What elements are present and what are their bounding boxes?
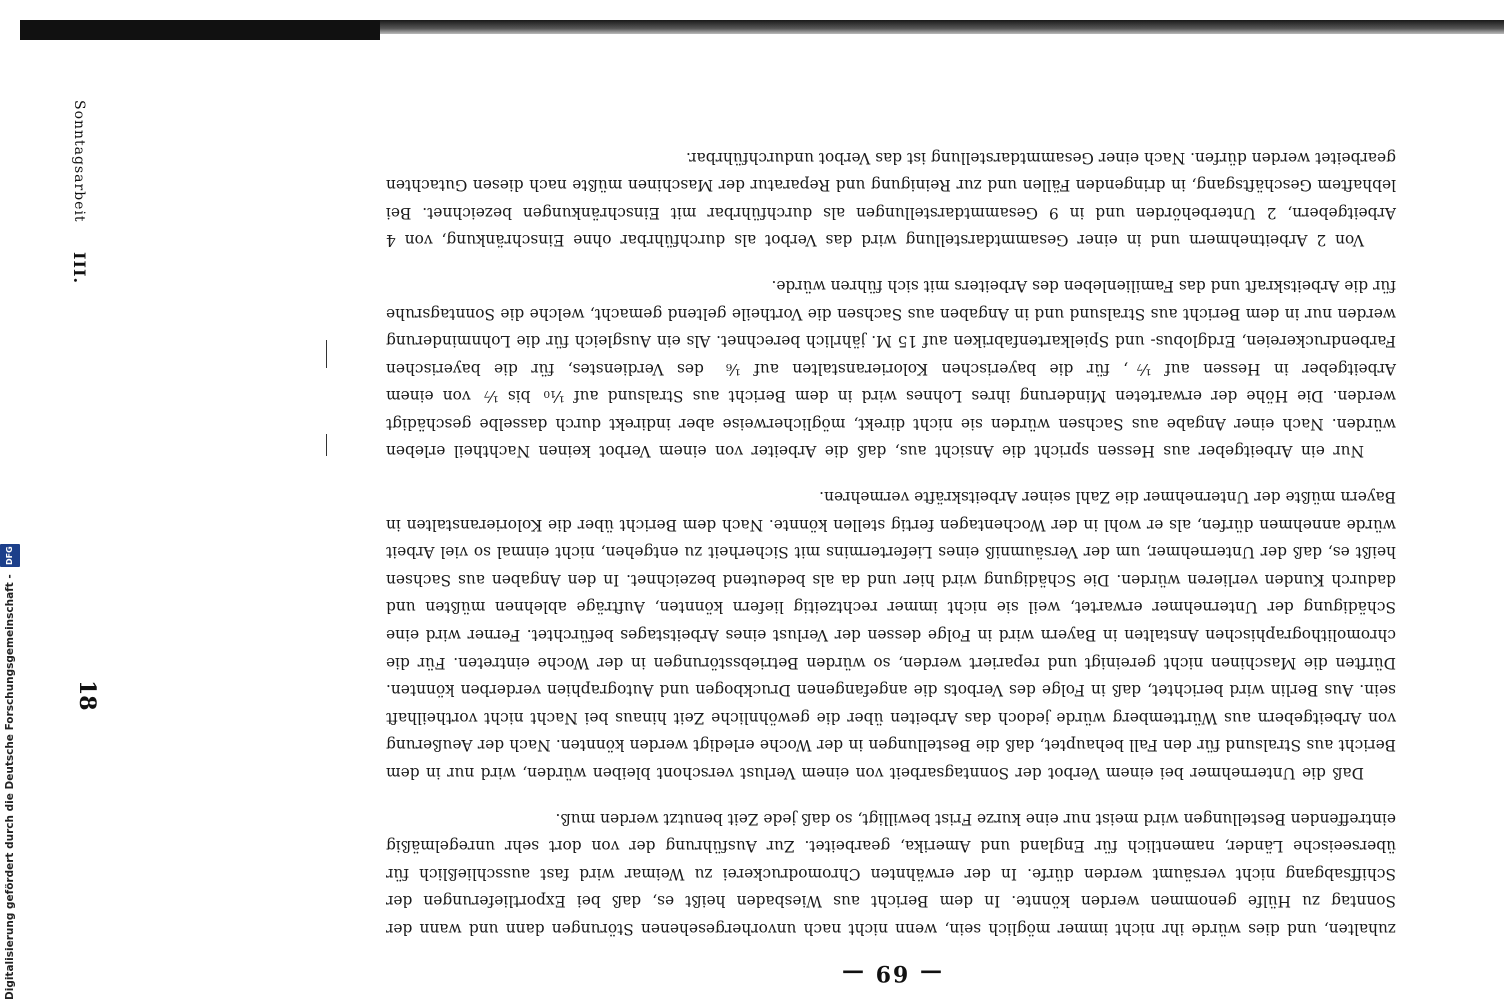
paragraph-2: Nur ein Arbeitgeber aus Hessen spricht die Ansicht aus, daß die Arbeiter von einem Verbot keinen Nachtheil erleben würden. Nach einer Angabe aus Sachsen würden sie nicht direkt, möglicherweise aber indirekt durch dasselbe geschädigt werden. Die Höhe der erwarteten Minderung ihres Lohnes wird in dem Bericht aus Stralsund auf ⅒ bis ⅐ von einem Arbeitgeber in Hessen auf ⅐, für die bayerischen Kolorieranstalten auf ⅙ des Verdienstes, für die bayerischen Farbendruckereien, Erdglobus- und Spielkartenfabriken auf 15 M. jährlich berechnet. Als ein Ausgleich für die Lohnminderung werden nur in dem Bericht aus Stralsund und in Angaben aus Sachsen die Vortheile geltend gemacht, welche die Sonntagsruhe für die Arbeitskraft und das Familienleben des Arbeiters mit sich führen würde. — [386, 276, 1396, 461]
running-title-text: Sonntagsarbeit — [71, 100, 87, 223]
volume-number: III. — [70, 252, 89, 285]
credit-text: Digitalisierung gefördert durch die Deutsche Forschungsgemeinschaft - — [4, 574, 16, 1000]
paragraph-0: zuhalten, und dies würde ihr nicht immer möglich sein, wenn nicht nach unvorhergesehenen Störungen dann und wann der Sonntag zu Hülfe genommen werden könnte. In dem Bericht aus Wiesbaden heißt es, daß bei Exportlieferungen der Schiffsabgang nicht versäumt werden dürfe. In der erwähnten Chromodruckerei zu Weimar wird fast ausschließlich für überseeische Länder, namentlich für England und Amerika, gearbeitet. Zur Ausführung der von dort sehr unregelmäßig eintreffenden Bestellungen wird meist nur eine kurze Frist bewilligt, so daß jede Zeit benutzt werden muß. — [386, 809, 1396, 938]
book-page — [376, 40, 1406, 1000]
scan-mark — [326, 340, 327, 368]
paragraph-3: Von 2 Arbeitnehmern und in einer Gesammtdarstellung wird das Verbot als durchführbar ohne Einschränkung, von 4 Arbeitgebern, 2 Unterbehörden und in 9 Gesammtdarstellungen als durchführbar mit Einschränkungen bezeichnet. Bei lebhaftem Geschäftsgang, in dringenden Fällen und zur Reinigung und Reparatur der Maschinen müßte nach diesen Gutachten gearbeitet werden dürfen. Nach einer Gesammtdarstellung ist das Verbot undurchführbar. — [386, 148, 1396, 250]
scan-top-edge-dark — [20, 20, 380, 40]
page-number: — 69 — — [840, 960, 942, 986]
digitization-credit — [0, 545, 22, 1000]
sheet-signature-area — [60, 40, 150, 1000]
sheet-number: 18 — [74, 680, 100, 711]
scan-mark — [326, 434, 327, 456]
running-title — [70, 100, 89, 284]
page-text — [386, 125, 1396, 942]
paragraph-1: Daß die Unternehmer bei einem Verbot der Sonntagsarbeit von einem Verlust verschont bleiben würden, wird nur in dem Bericht aus Stralsund für den Fall behauptet, daß die Bestellungen in der Woche erledigt werden könnten. Nach der Aeußerung von Arbeitgebern aus Württemberg würde jedoch das Arbeiten über die gewöhnliche Zeit hinaus bei Nacht nicht vortheilhaft sein. Aus Berlin wird berichtet, daß in Folge des Verbots die angefangenen Druckbogen und Autographien verderben könnten. Dürften die Maschinen nicht gereinigt und repariert werden, so würden Betriebsstörungen in der Woche eintreten. Für die chromolithographischen Anstalten in Bayern wird in Folge dessen der Verlust eines Arbeitstages befürchtet. Ferner wird eine Schädigung der Unternehmer erwartet, weil sie nicht immer rechtzeitig liefern könnten, Aufträge ablehnen müßten und dadurch Kunden verlieren würden. Die Schädigung wird hier und da als bedeutend bezeichnet. In den Angaben aus Sachsen heißt es, daß der Unternehmer, um der Versäumniß eines Liefertermins mit Sicherheit zu entgehen, nicht einmal so viel Arbeit würde annehmen dürfen, als er wohl in der Wochentagen fertig stellen könnte. Nach dem Bericht über die Kolorieranstalten in Bayern müßte der Unternehmer die Zahl seiner Arbeitskräfte vermehren. — [386, 488, 1396, 783]
dfg-logo-icon: DFG — [0, 544, 20, 567]
